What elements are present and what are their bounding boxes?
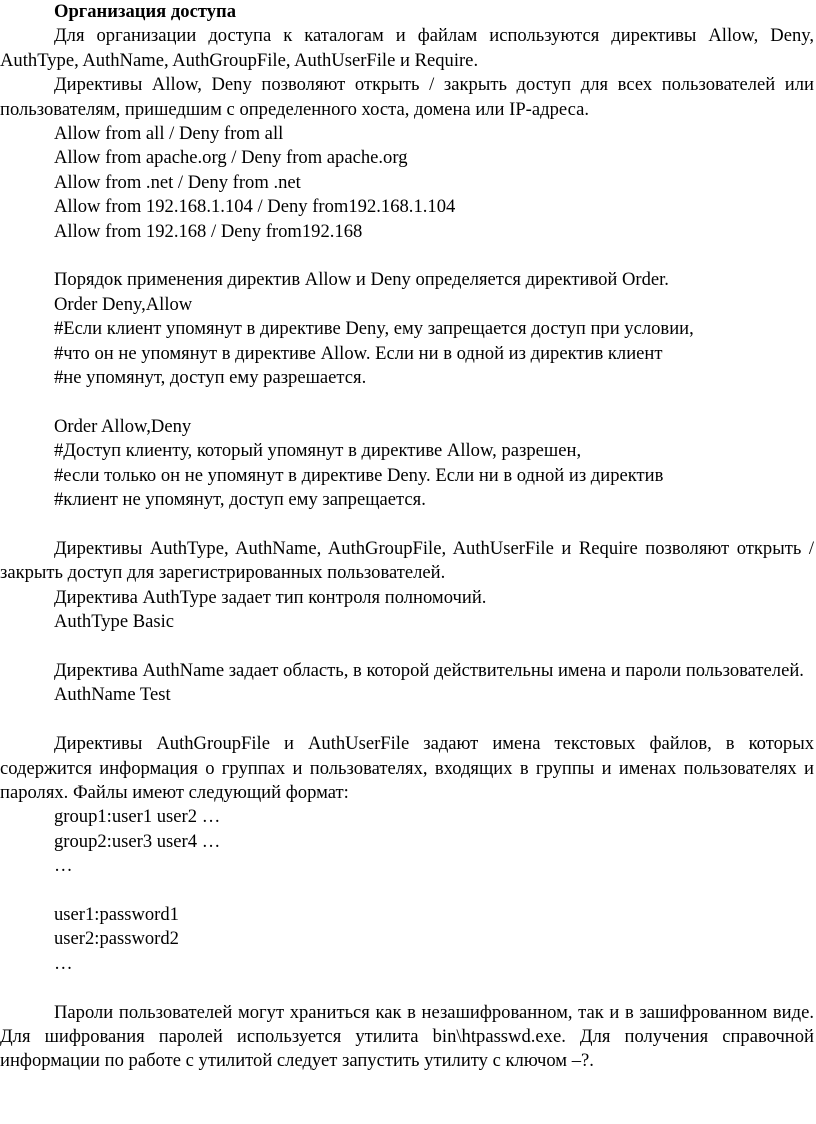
- section-heading: Организация доступа: [54, 1, 237, 22]
- code-line: group2:user3 user4 …: [54, 830, 221, 852]
- authname-paragraph: Директива AuthName задает область, в которой действительны имена и пароли пользователей.: [54, 659, 804, 681]
- code-line: AuthName Test: [54, 684, 171, 706]
- code-line: Allow from .net / Deny from .net: [54, 171, 301, 193]
- authtype-description: Директива AuthType задает тип контроля полномочий.: [54, 586, 487, 608]
- comment-line: #Если клиент упомянут в директиве Deny, ему запрещается доступ при условии,: [54, 318, 694, 340]
- auth-directives-paragraph: Директивы AuthType, AuthName, AuthGroupFile, AuthUserFile и Require позволяют открыть / закрыть доступ для зарегистрированных пользователей.: [0, 537, 814, 584]
- blank-line: [0, 635, 814, 659]
- code-line: …: [54, 952, 73, 974]
- passwords-paragraph: Пароли пользователей могут храниться как в незашифрованном, так и в зашифрованном виде. Для шифрования паролей используется утилита bin\htpasswd.exe. Для получения справочной информации по работе с утилитой следует запустить утилиту с ключом –?.: [0, 1001, 814, 1072]
- code-line: Order Deny,Allow: [54, 293, 193, 315]
- comment-line: #если только он не упомянут в директиве Deny. Если ни в одной из директив: [54, 464, 664, 486]
- code-line: Allow from all / Deny from all: [54, 123, 284, 145]
- code-line: Order Allow,Deny: [54, 415, 192, 437]
- blank-line: [0, 513, 814, 537]
- blank-line: [0, 390, 814, 414]
- code-line: Allow from apache.org / Deny from apache.org: [54, 147, 408, 169]
- blank-line: [0, 244, 814, 268]
- code-line: AuthType Basic: [54, 611, 175, 633]
- blank-line: [0, 708, 814, 732]
- code-line: user2:password2: [54, 928, 179, 950]
- code-line: user1:password1: [54, 903, 179, 925]
- comment-line: #Доступ клиенту, который упомянут в директиве Allow, разрешен,: [54, 440, 582, 462]
- code-line: group1:user1 user2 …: [54, 806, 221, 828]
- comment-line: #клиент не упомянут, доступ ему запрещается.: [54, 489, 426, 511]
- code-line: Allow from 192.168.1.104 / Deny from192.168.1.104: [54, 196, 456, 218]
- comment-line: #не упомянут, доступ ему разрешается.: [54, 367, 367, 389]
- order-intro-line: Порядок применения директив Allow и Deny определяется директивой Order.: [54, 269, 669, 291]
- files-paragraph: Директивы AuthGroupFile и AuthUserFile задают имена текстовых файлов, в которых содержится информация о группах и пользователях, входящих в группы и именах пользователях и паролях. Файлы имеют следующий формат:: [0, 733, 814, 803]
- code-line: …: [54, 855, 73, 877]
- blank-line: [0, 976, 814, 1000]
- intro-paragraph: Для организации доступа к каталогам и файлам используются директивы Allow, Deny, AuthType, AuthName, AuthGroupFile, AuthUserFile и Require.: [0, 25, 814, 71]
- blank-line: [0, 879, 814, 903]
- allow-deny-paragraph: Директивы Allow, Deny позволяют открыть / закрыть доступ для всех пользователей или пользователям, пришедшим с определенного хоста, домена или IP-адреса.: [0, 74, 814, 120]
- comment-line: #что он не упомянут в директиве Allow. Если ни в одной из директив клиент: [54, 342, 663, 364]
- code-line: Allow from 192.168 / Deny from192.168: [54, 220, 363, 242]
